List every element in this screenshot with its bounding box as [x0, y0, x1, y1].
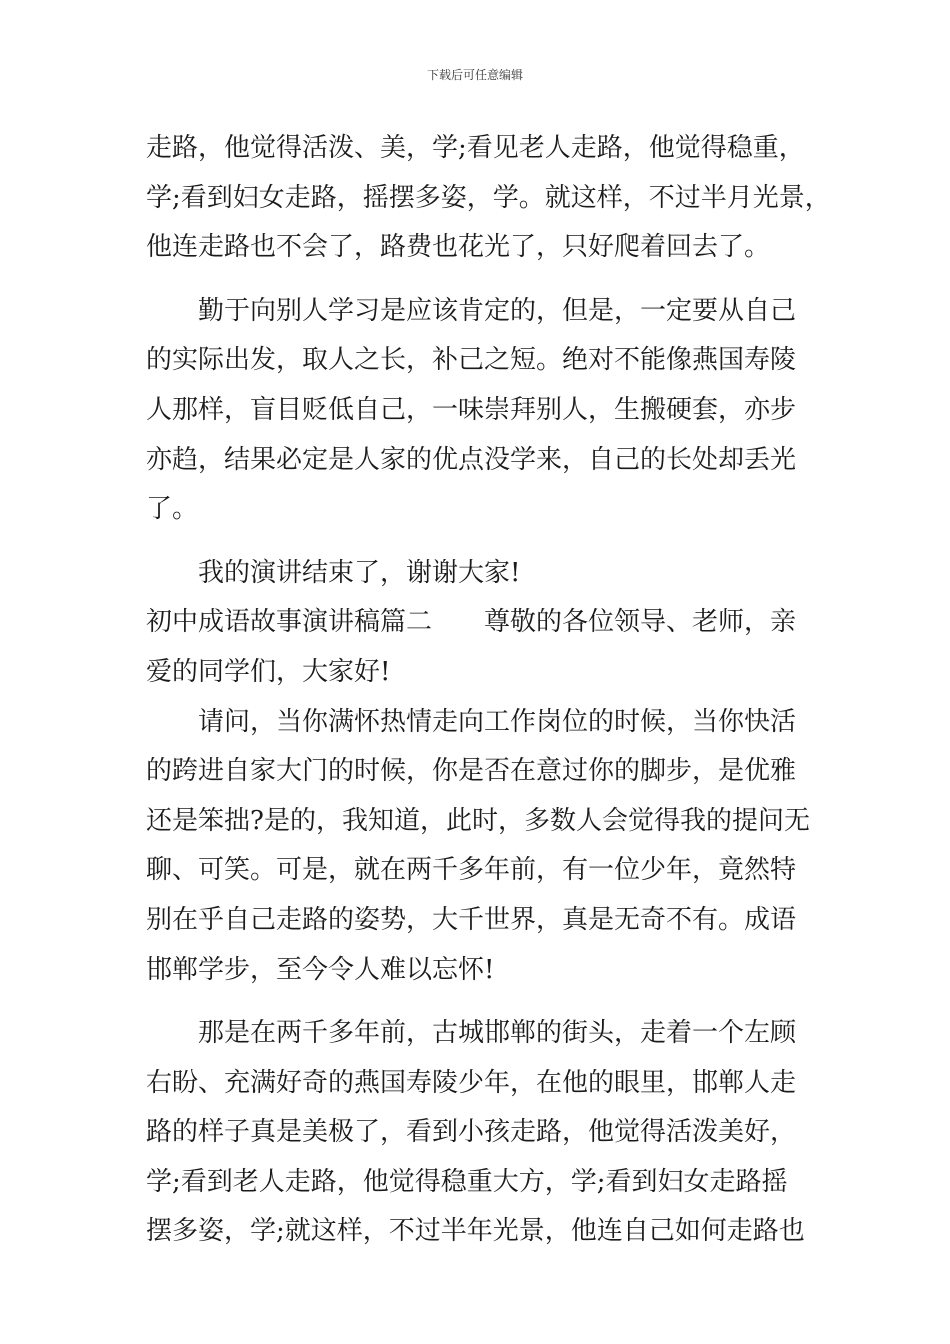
text-line: 我的演讲结束了，谢谢大家! [198, 557, 521, 588]
text-line: 邯郸学步，至今令人难以忘怀! [146, 954, 495, 985]
section-heading-paragraph [146, 598, 826, 697]
paragraph [146, 1009, 826, 1257]
text-line: 的跨进自家大门的时候，你是否在意过你的脚步，是优雅 [146, 756, 797, 787]
paragraph [146, 287, 826, 535]
text-line: 爱的同学们，大家好! [146, 656, 391, 687]
text-line: 路的样子真是美极了，看到小孩走路，他觉得活泼美好， [146, 1117, 797, 1148]
paragraph [146, 124, 831, 273]
text-line: 右盼、充满好奇的燕国寿陵少年，在他的眼里，邯郸人走 [146, 1067, 797, 1098]
text-line: 还是笨拙?是的，我知道，此时，多数人会觉得我的提问无 [146, 805, 810, 836]
section-title: 初中成语故事演讲稿篇二 [146, 607, 433, 638]
text-line: 的实际出发，取人之长，补己之短。绝对不能像燕国寿陵 [146, 345, 797, 376]
text-line: 摆多姿，学;就这样，不过半年光景，他连自己如何走路也 [146, 1216, 805, 1247]
text-line: 学;看到妇女走路，摇摆多姿，学。就这样，不过半月光景， [146, 182, 831, 213]
text-line: 亦趋，结果必定是人家的优点没学来，自己的长处却丢光 [146, 444, 797, 475]
text-line: 聊、可笑。可是，就在两千多年前，有一位少年，竟然特 [146, 855, 797, 886]
text-segment: 尊敬的各位领导、老师，亲 [484, 607, 797, 638]
document-body [146, 124, 831, 1257]
text-line: 请问，当你满怀热情走向工作岗位的时候，当你快活 [198, 706, 797, 737]
text-line: 学;看到老人走路，他觉得稳重大方，学;看到妇女走路摇 [146, 1166, 788, 1197]
text-line: 勤于向别人学习是应该肯定的，但是，一定要从自己 [198, 295, 797, 326]
text-line: 他连走路也不会了，路费也花光了，只好爬着回去了。 [146, 232, 771, 263]
text-line: 别在乎自己走路的姿势，大千世界，真是无奇不有。成语 [146, 904, 797, 935]
paragraph [146, 698, 826, 996]
paragraph [146, 549, 826, 599]
text-line: 了。 [146, 494, 199, 525]
text-line: 人那样，盲目贬低自己，一味崇拜别人，生搬硬套，亦步 [146, 394, 797, 425]
text-line: 走路，他觉得活泼、美，学;看见老人走路，他觉得稳重， [146, 133, 805, 163]
page-header: 下载后可任意编辑 [426, 68, 523, 82]
text-line [146, 598, 826, 648]
text-line: 那是在两千多年前，古城邯郸的街头，走着一个左顾 [198, 1018, 797, 1049]
